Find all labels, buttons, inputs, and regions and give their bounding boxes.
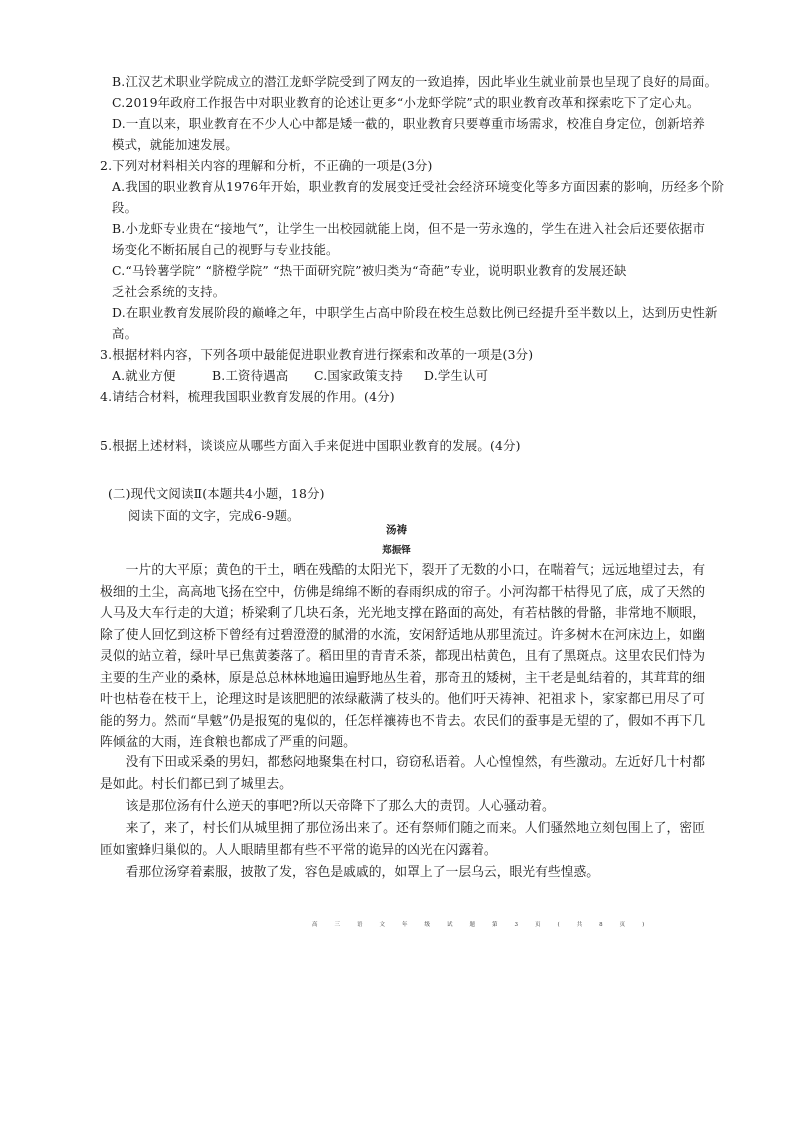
q3-option-a: A.就业方便 xyxy=(112,368,176,383)
q1-option-d-line2: 模式，就能加速发展。 xyxy=(112,137,238,152)
q3-stem: 3.根据材料内容，下列各项中最能促进职业教育进行探索和改革的一项是(3分) xyxy=(100,347,534,362)
passage-title: 汤祷 xyxy=(386,524,407,536)
q2-option-d-line2: 高。 xyxy=(112,326,138,341)
q1-option-d-line1: D.一直以来，职业教育在不少人心中都是矮一截的，职业教育只要尊重市场需求，校准自身定位，创新培养 xyxy=(112,116,705,131)
section-heading: (二)现代文阅读Ⅱ(本题共4小题，18分) xyxy=(108,486,325,501)
q2-option-d-line1: D.在职业教育发展阶段的巅峰之年，中职学生占高中阶段在校生总数比例已经提升至半数以上，达到历史性新 xyxy=(112,305,718,320)
q2-option-a-line2: 段。 xyxy=(112,200,138,215)
passage-author: 郑振铎 xyxy=(382,545,411,556)
q2-option-b-line2: 场变化不断拓展自己的视野与专业技能。 xyxy=(112,242,339,257)
q2-option-c-line2: 乏社会系统的支持。 xyxy=(112,284,226,299)
q2-stem: 2.下列对材料相关内容的理解和分析，不正确的一项是(3分) xyxy=(100,158,433,173)
passage-paragraph-1: 一片的大平原；黄色的干土，晒在残酷的太阳光下，裂开了无数的小口，在喘着气；远远地望过去，有极细的土尘，高高地飞扬在空中，仿佛是绵绵不断的春雨织成的帘子。小河沟都干枯得见了底，成了天然的人马及大车行走的大道；桥梁剩了几块石条，光光地支撑在路面的高处，有若枯骸的骨骼，非常地不顺眼，除了使人回忆到这桥下曾经有过碧澄澄的腻滑的水流，安闲舒适地从那里流过。许多树木在河床边上，如幽灵似的站立着，绿叶早已焦黄萎落了。稻田里的青青禾茶，都现出枯黄色，且有了黑斑点。这里农民们恃为主要的生产业的桑林，原是总总林林地遍田遍野地丛生着，那奇丑的矮树，主干老是虬结着的，其茸茸的细叶也枯卷在枝干上，论理这时是该肥肥的浓绿蔽满了枝头的。他们吁天祷神、祀祖求卜，家家都已用尽了可能的努力。然而“旱魃”仍是报冤的鬼似的，任怎样禳祷也不肯去。农民们的蚕事是无望的了，假如不再下几阵倾盆的大雨，连食粮也都成了严重的问题。 xyxy=(100,563,705,750)
passage-paragraph-4: 来了，来了，村长们从城里拥了那位汤出来了。还有祭师们随之而来。人们骚然地立刻包围上了，密匝匝如蜜蜂归巢似的。人人眼睛里都有些不平常的诡异的凶光在闪露着。 xyxy=(100,821,705,858)
q5-stem: 5.根据上述材料，谈谈应从哪些方面入手来促进中国职业教育的发展。(4分) xyxy=(100,438,521,453)
q3-options xyxy=(112,366,488,386)
q2-option-a-line1: A.我国的职业教育从1976年开始，职业教育的发展变迁受社会经济环境变化等多方面因素的影响，历经多个阶 xyxy=(112,179,725,194)
reading-instruction: 阅读下面的文字，完成6-9题。 xyxy=(128,508,300,523)
q2-option-c-line1: C.“马铃薯学院” “脐橙学院” “热干面研究院”被归类为“奇葩”专业，说明职业教育的发展还缺 xyxy=(112,263,627,278)
passage-paragraph-5: 看那位汤穿着素服，披散了发，容色是戚戚的，如罩上了一层乌云，眼光有些惶惑。 xyxy=(125,865,600,880)
q3-option-d: D.学生认可 xyxy=(424,368,489,383)
q2-option-b-line1: B.小龙虾专业贵在“接地气”，让学生一出校园就能上岗，但不是一劳永逸的，学生在进入社会后还要依据市 xyxy=(112,221,706,236)
q3-option-b: B.工资待遇高 xyxy=(212,368,289,383)
q4-stem: 4.请结合材料，梳理我国职业教育发展的作用。(4分) xyxy=(100,389,395,404)
q1-option-b: B.江汉艺术职业学院成立的潜江龙虾学院受到了网友的一致追捧，因此毕业生就业前景也呈现了良好的局面。 xyxy=(112,74,718,89)
page-footer: 高三语文年级试题第3页(共8页) xyxy=(312,922,662,928)
passage-paragraph-2: 没有下田或采桑的男妇，都愁闷地聚集在村口，窃窃私语着。人心惶惶然，有些激动。左近好几十村都是如此。村长们都已到了城里去。 xyxy=(100,755,705,792)
q1-option-c: C.2019年政府工作报告中对职业教育的论述让更多“小龙虾学院”式的职业教育改革和探索吃下了定心丸。 xyxy=(112,95,700,110)
q3-option-c: C.国家政策支持 xyxy=(314,368,403,383)
passage-paragraph-3: 该是那位汤有什么逆天的事吧?所以天帝降下了那么大的责罚。人心骚动着。 xyxy=(125,799,555,814)
